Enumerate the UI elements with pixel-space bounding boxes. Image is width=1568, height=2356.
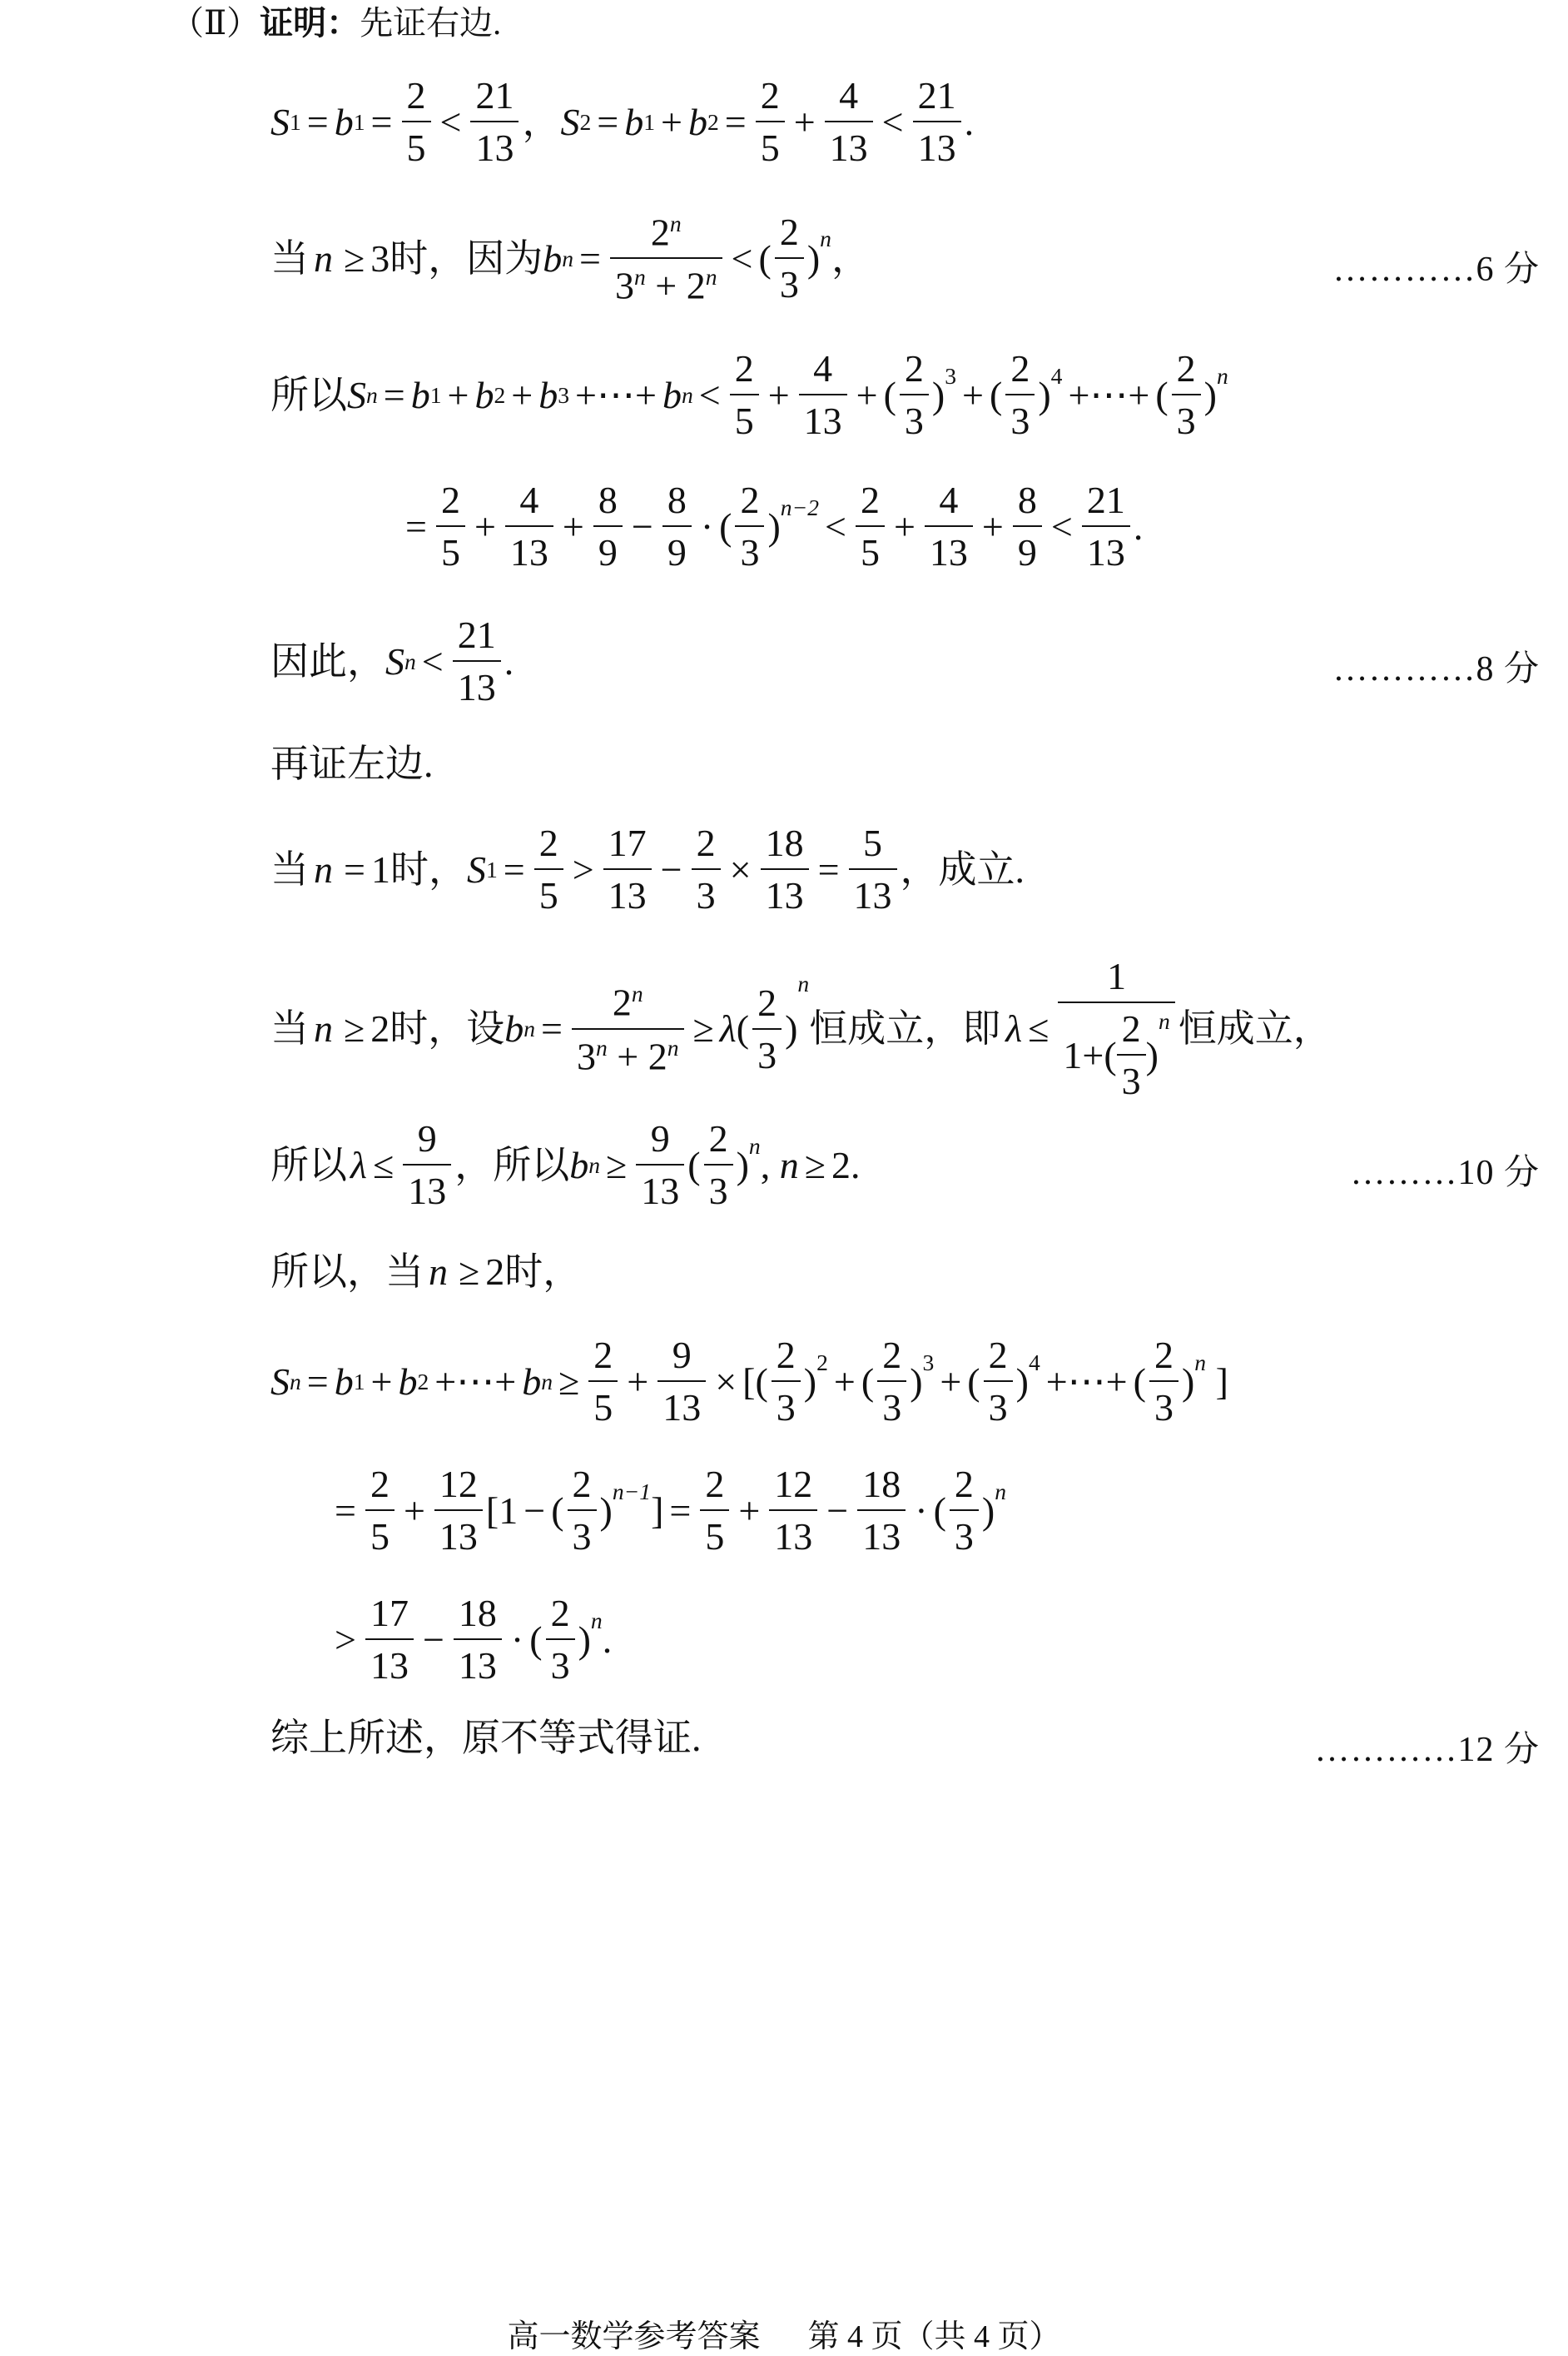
equation-sn-sum: 所以 S n = b 1 + b 2 + b 3 +⋯+ b n < $\frac{2}{5}$ + $\frac{4}{13}$ + ( $\frac{2}{3}$ ) $^3$ + ( $\frac{2}{3}$ ) $^4$ +⋯+ ( $\frac{2}{3}$ ) $^n$ bbox=[270, 347, 1228, 442]
part-label: （Ⅱ） bbox=[171, 4, 261, 42]
equation-lambda-condition: 当 n ≥ 2 时，设 b n = $\frac{2^n}{3^n + 2^n}$ ≥ λ ( $\frac{2}{3}$ ) n 恒成立，即 λ ≤ 1 1+( $\frac{2}{3}$ ) $^n$ 恒成立， bbox=[270, 955, 1332, 1102]
conclusion-text: 综上所述，原不等式得证. bbox=[270, 1717, 702, 1759]
prove-left-side: 再证左边. bbox=[270, 743, 434, 785]
score-10: ………10 分 bbox=[1350, 1154, 1540, 1192]
proof-intro: 先证右边. bbox=[360, 4, 502, 42]
page-footer bbox=[0, 2310, 1568, 2356]
score-8: …………8 分 bbox=[1332, 650, 1540, 688]
equation-sn-lower-simplified: = $\frac{2}{5}$ + $\frac{12}{13}$ [1 − ( $\frac{2}{3}$ ) $^{n-1}$ ] = $\frac{2}{5}$ + $\frac{12}{13}$ − $\frac{18}{13}$ · ( $\frac{2}{3}$ ) $^n$ bbox=[335, 1463, 1007, 1558]
equation-sn-conclusion: 因此， S n < $\frac{21}{13}$ . bbox=[270, 614, 514, 708]
score-6: …………6 分 bbox=[1332, 251, 1540, 289]
equation-bn-upper-bound: 当 n ≥ 3 时，因为 b n = $\frac{2^n}{3^n + 2^n}$ < ( $\frac{2}{3}$ ) $^n$ ， bbox=[270, 211, 870, 307]
footer-page-number: 第 4 页（共 4 页） bbox=[807, 2319, 1061, 2354]
footer-title: 高一数学参考答案 bbox=[507, 2319, 761, 2354]
equation-n-equals-1: 当 n = 1 时， S 1 = $\frac{2}{5}$ > $\frac{17}{13}$ − $\frac{2}{3}$ × $\frac{18}{13}$ = $\frac{5}{13}$ ，成立. bbox=[270, 822, 1025, 917]
when-n-ge-2-intro: 所以，当 n ≥ 2 时， bbox=[270, 1250, 582, 1293]
equation-s1-s2: S 1 = b 1 = $\frac{2}{5}$ < $\frac{21}{13}$ ， S 2 = b 1 + b 2 = $\frac{2}{5}$ + $\frac{4}{13}$ < $\frac{21}{13}$ . bbox=[270, 74, 975, 169]
equation-sn-lower-sum: S n = b 1 + b 2 +⋯+ b n ≥ $\frac{2}{5}$ + $\frac{9}{13}$ × [ ( $\frac{2}{3}$ ) $^2$ + ( $\frac{2}{3}$ ) $^3$ + ( $\frac{2}{3}$ ) $^4$ +⋯+ ( $\frac{2}{3}$ ) $^n$ ] bbox=[270, 1334, 1228, 1429]
score-12: …………12 分 bbox=[1314, 1731, 1540, 1769]
proof-label: 证明： bbox=[260, 4, 360, 42]
equation-sn-bound: = $\frac{2}{5}$ + $\frac{4}{13}$ + $\frac{8}{9}$ − $\frac{8}{9}$ · ( $\frac{2}{3}$ ) $^{n-2}$ < $\frac{2}{5}$ + $\frac{4}{13}$ + $\frac{8}{9}$ < $\frac{21}{13}$ . bbox=[405, 479, 1144, 574]
part-two-heading bbox=[171, 4, 502, 42]
equation-lambda-bound: 所以 λ ≤ $\frac{9}{13}$ ，所以 b n ≥ $\frac{9}{13}$ ( $\frac{2}{3}$ ) $^n$ , n ≥ 2. bbox=[270, 1117, 861, 1212]
equation-sn-lower-final: > $\frac{17}{13}$ − $\frac{18}{13}$ · ( $\frac{2}{3}$ ) $^n$ . bbox=[335, 1592, 613, 1687]
